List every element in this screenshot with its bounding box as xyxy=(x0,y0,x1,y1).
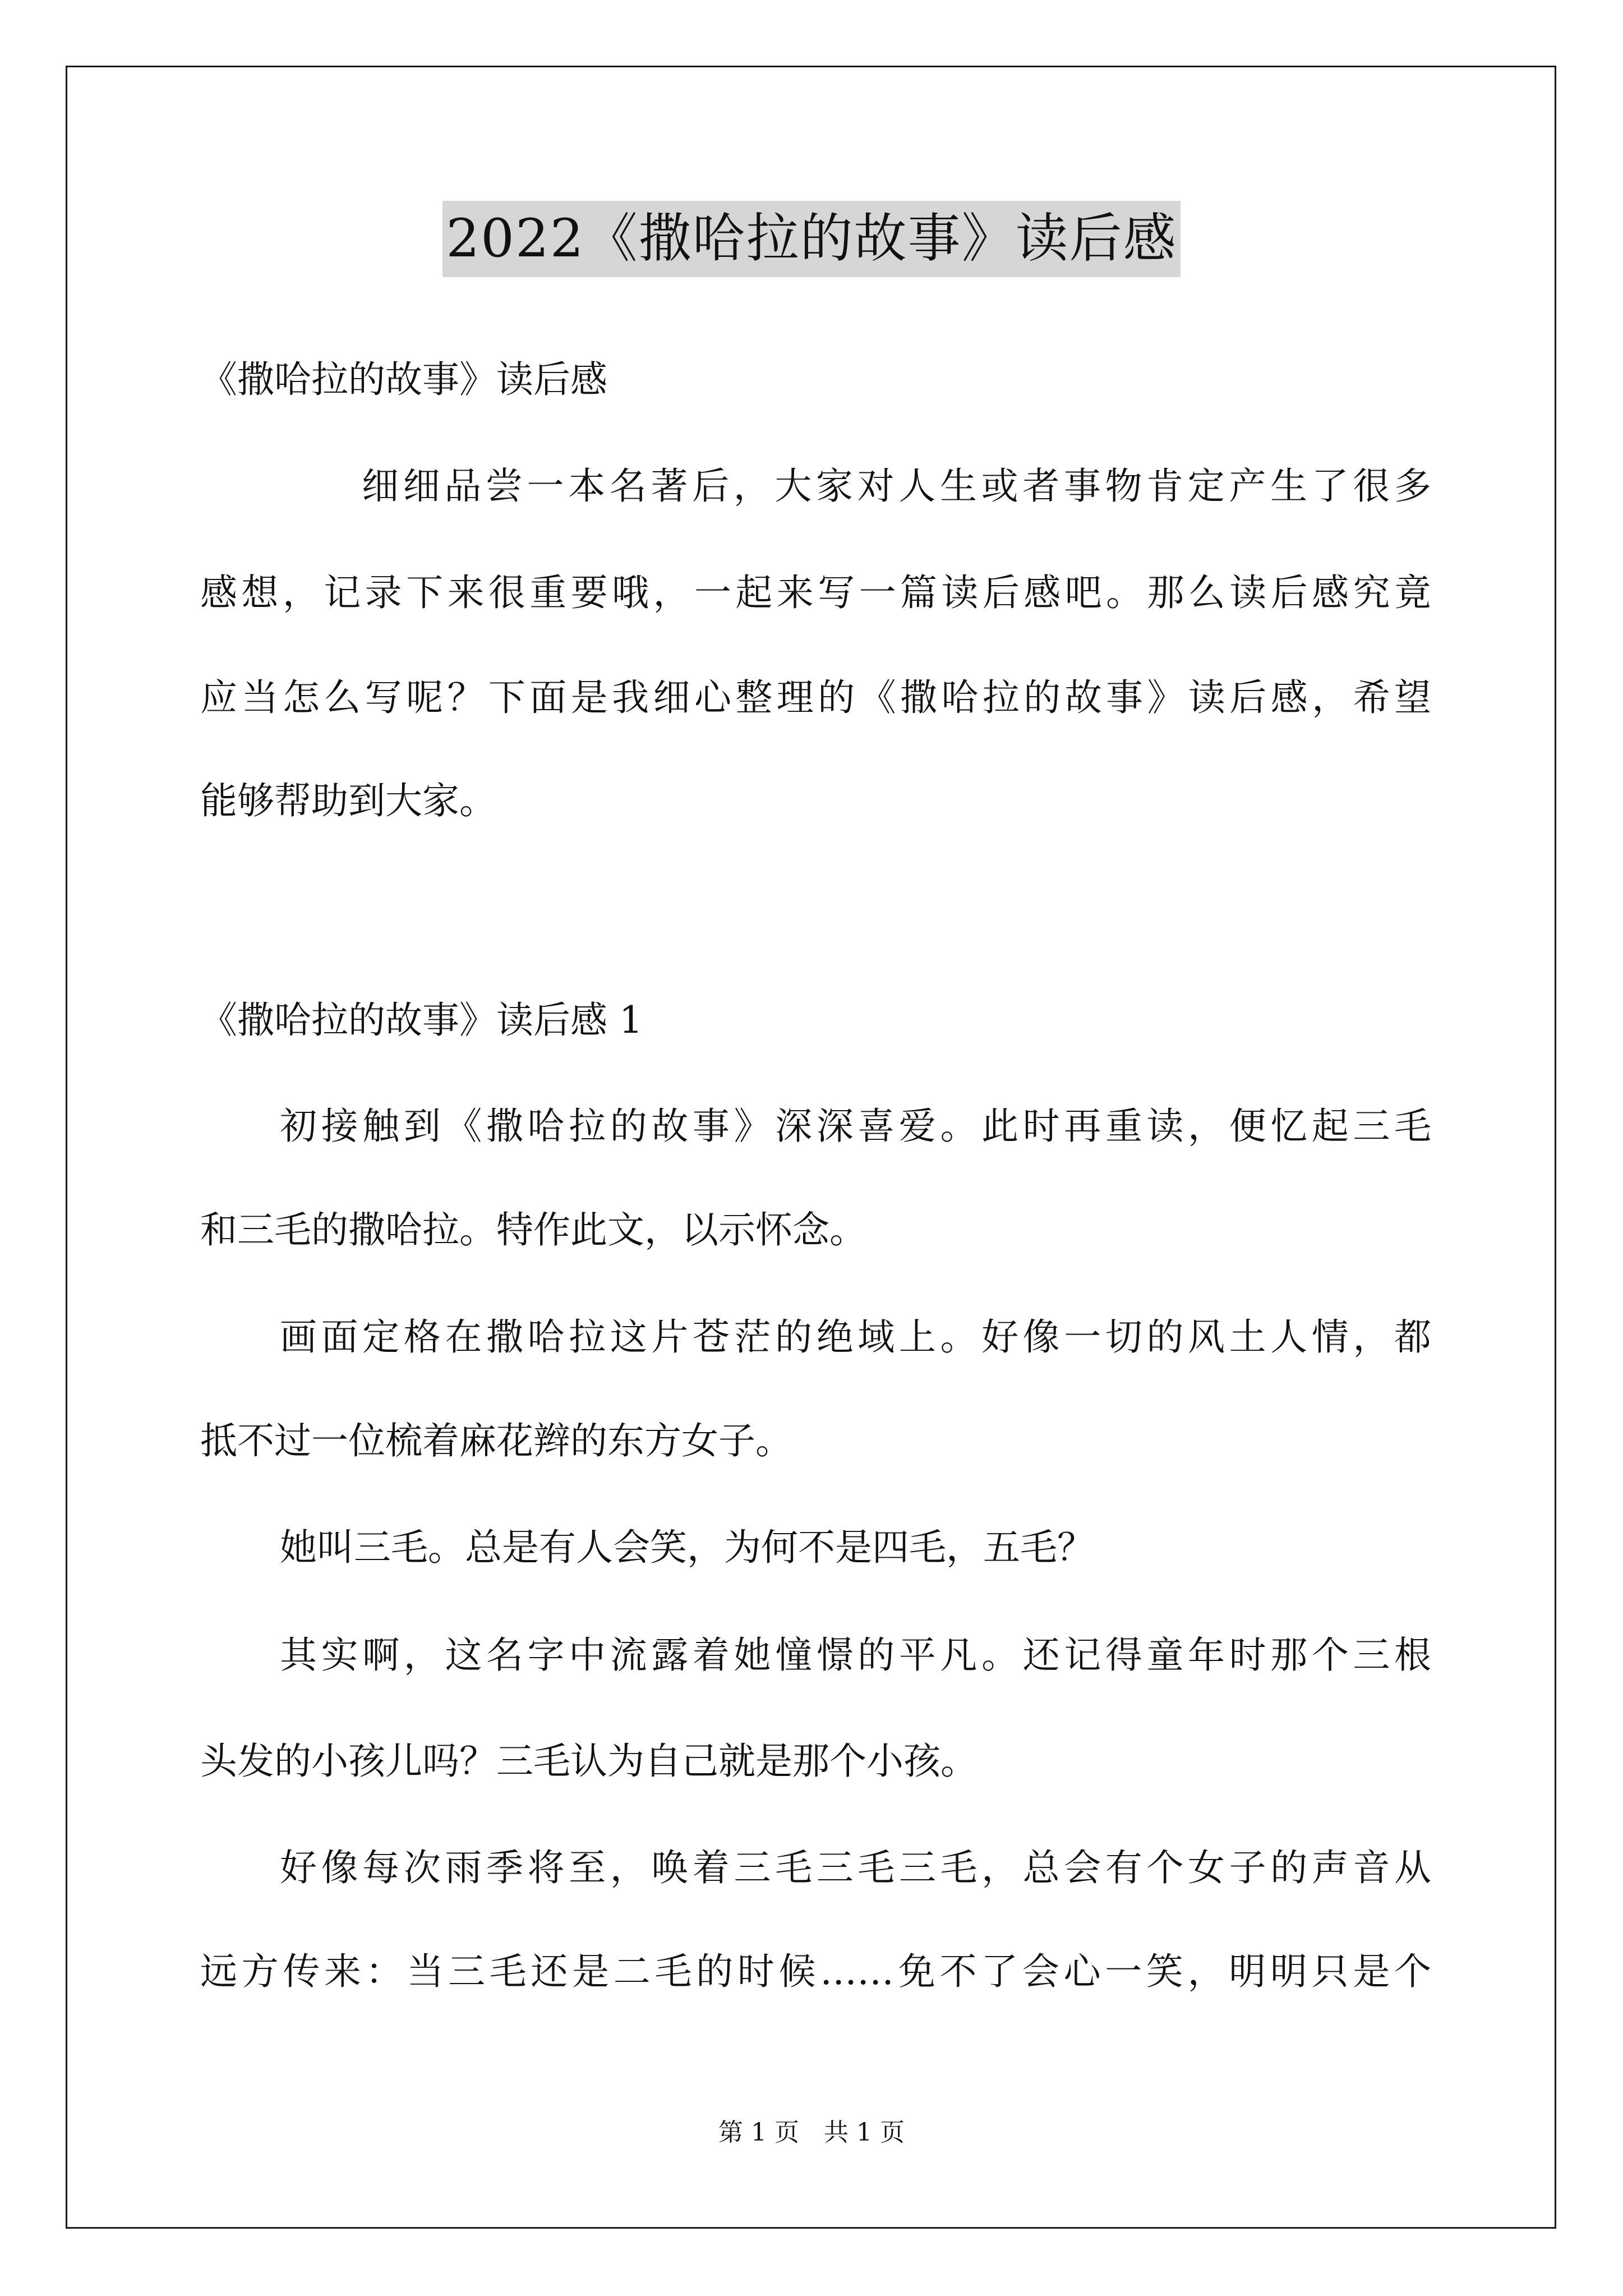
title-container xyxy=(0,201,1623,277)
page-footer: 第 1 页 共 1 页 xyxy=(718,2118,905,2147)
section-heading: 《撒哈拉的故事》读后感 1 xyxy=(200,999,643,1042)
body-line-5: 她叫三毛。总是有人会笑，为何不是四毛，五毛？ xyxy=(280,1526,1094,1569)
document-title: 2022《撒哈拉的故事》读后感 xyxy=(442,201,1180,277)
intro-line-3: 应当怎么写呢？下面是我细心整理的《撒哈拉的故事》读后感，希望 xyxy=(200,676,1431,719)
intro-line-2: 感想，记录下来很重要哦，一起来写一篇读后感吧。那么读后感究竟 xyxy=(200,571,1431,614)
body-line-4: 抵不过一位梳着麻花辫的东方女子。 xyxy=(200,1419,792,1462)
body-line-7: 头发的小孩儿吗？三毛认为自己就是那个小孩。 xyxy=(200,1740,978,1783)
body-line-1: 初接触到《撒哈拉的故事》深深喜爱。此时再重读，便忆起三毛 xyxy=(280,1105,1431,1148)
body-line-3: 画面定格在撒哈拉这片苍茫的绝域上。好像一切的风土人情，都 xyxy=(280,1315,1431,1359)
intro-line-4: 能够帮助到大家。 xyxy=(200,779,496,822)
body-line-8: 好像每次雨季将至，唤着三毛三毛三毛，总会有个女子的声音从 xyxy=(280,1846,1431,1889)
body-line-2: 和三毛的撒哈拉。特作此文，以示怀念。 xyxy=(200,1208,866,1251)
intro-line-1: 细细品尝一本名著后，大家对人生或者事物肯定产生了很多 xyxy=(362,464,1431,508)
body-line-9: 远方传来：当三毛还是二毛的时候……免不了会心一笑，明明只是个 xyxy=(200,1950,1431,1993)
body-line-6: 其实啊，这名字中流露着她憧憬的平凡。还记得童年时那个三根 xyxy=(280,1634,1431,1677)
subtitle: 《撒哈拉的故事》读后感 xyxy=(200,358,607,401)
